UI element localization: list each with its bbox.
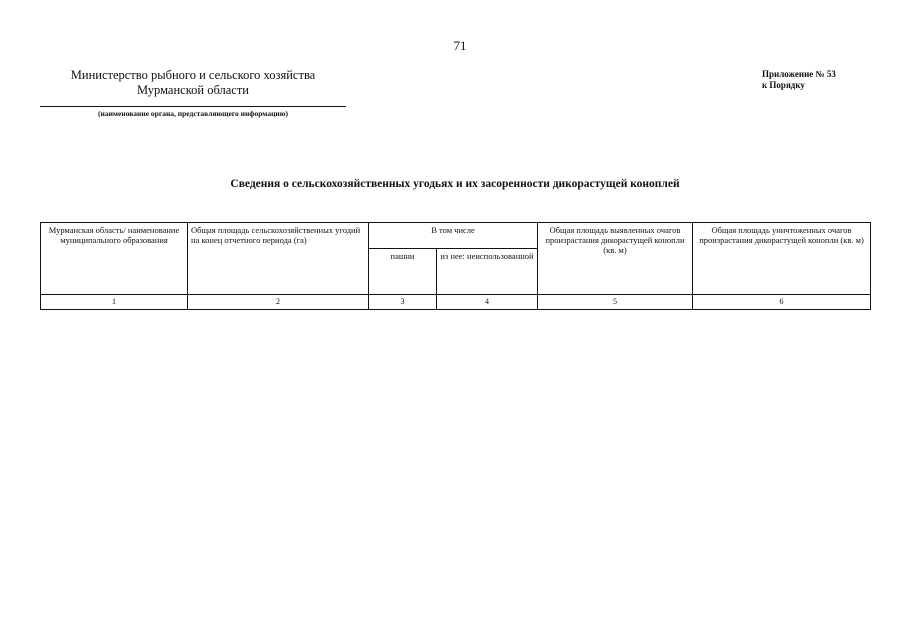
document-title: Сведения о сельскохозяйственных угодьях и их засоренности дикорастущей коноплей — [230, 178, 680, 190]
organization-underline — [40, 106, 346, 107]
header-detected-area: Общая площадь выявленных очагов произрастания дикорастущей конопли (кв. м) — [538, 223, 693, 295]
appendix-note — [762, 69, 836, 91]
header-destroyed-area: Общая площадь уничтоженных очагов произрастания дикорастущей конопли (кв. м) — [693, 223, 871, 295]
column-number: 2 — [188, 295, 369, 310]
header-unused: из нее: неиспользованной — [437, 248, 538, 294]
column-number: 3 — [369, 295, 437, 310]
column-number: 5 — [538, 295, 693, 310]
report-form-table — [40, 222, 871, 310]
column-number-row — [41, 295, 871, 310]
organization-name — [40, 68, 346, 98]
column-number: 6 — [693, 295, 871, 310]
column-number: 4 — [437, 295, 538, 310]
header-region: Мурманская область/ наименование муниципального образования — [41, 223, 188, 295]
header-total-area: Общая площадь сельскохозяйственных угодий на конец отчетного периода (га) — [188, 223, 369, 295]
appendix-line-1: Приложение № 53 — [762, 69, 836, 79]
header-including: В том числе — [369, 223, 538, 249]
column-number: 1 — [41, 295, 188, 310]
organization-line-2: Мурманской области — [136, 83, 249, 97]
page-number: 71 — [453, 38, 467, 53]
table-header-row — [41, 223, 871, 249]
organization-caption: (наименование органа, представляющего информацию) — [98, 109, 288, 118]
header-arable: пашни — [369, 248, 437, 294]
organization-line-1: Министерство рыбного и сельского хозяйства — [70, 68, 316, 82]
appendix-line-2: к Порядку — [762, 80, 805, 90]
